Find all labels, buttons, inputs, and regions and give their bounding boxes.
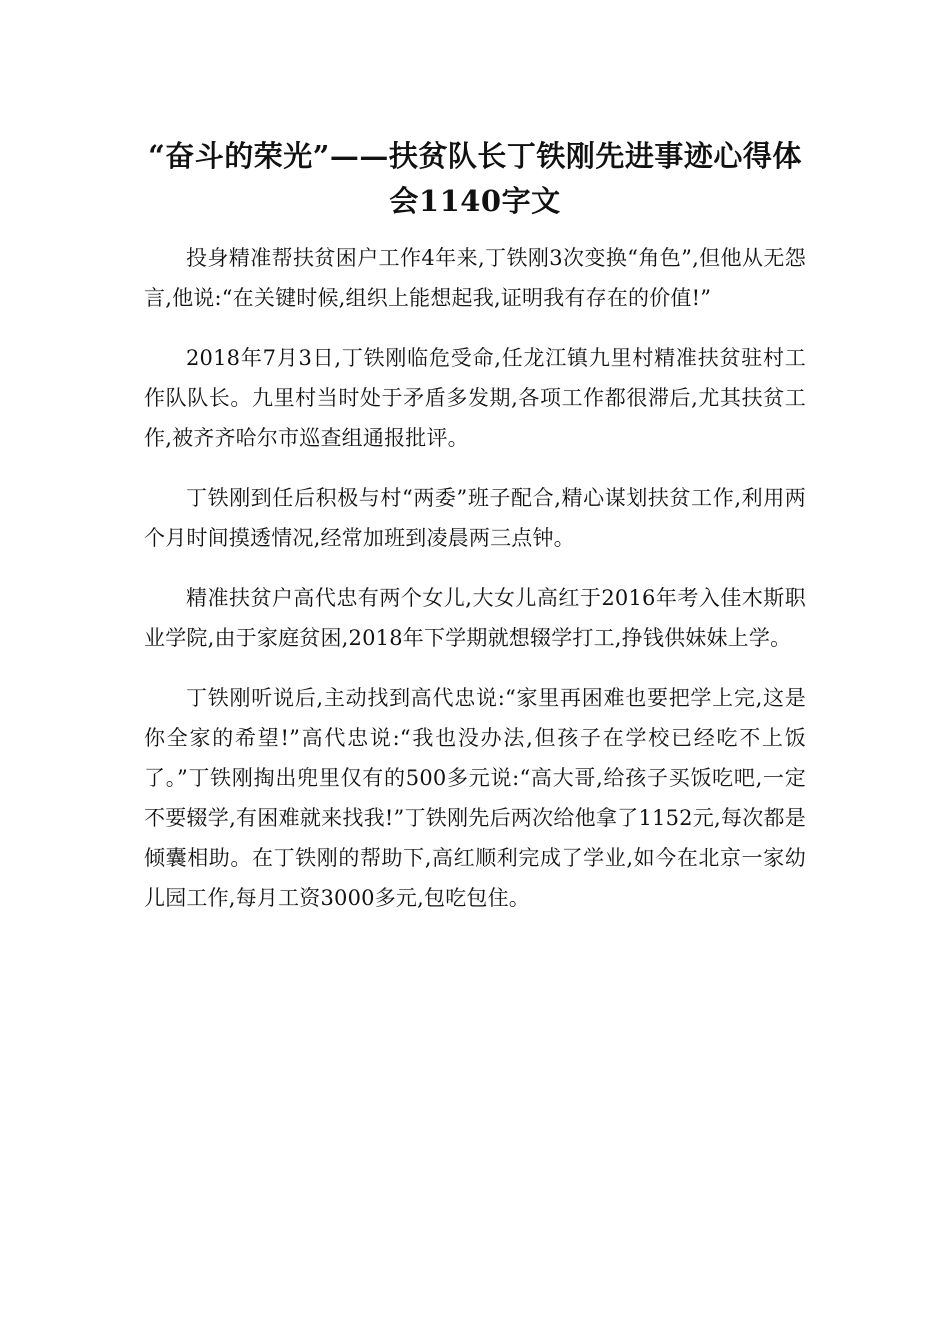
paragraph-2: 2018年7月3日,丁铁刚临危受命,任龙江镇九里村精准扶贫驻村工作队队长。九里村当时处于矛盾多发期,各项工作都很滞后,尤其扶贫工作,被齐齐哈尔市巡查组通报批评。 [144,346,806,450]
document-title [144,134,806,224]
paragraph-5: 丁铁刚听说后,主动找到高代忠说:“家里再困难也要把学上完,这是你全家的希望!”高代忠说:“我也没办法,但孩子在学校已经吃不上饭了。”丁铁刚掏出兜里仅有的500多元说:“高大哥,给孩子买饭吃吧,一定不要辍学,有困难就来找我!”丁铁刚先后两次给他拿了1152元,每次都是倾囊相助。在丁铁刚的帮助下,高红顺利完成了学业,如今在北京一家幼儿园工作,每月工资3000多元,包吃包住。 [144,686,806,910]
title-line-1: “奋斗的荣光”——扶贫队长丁铁刚先进事迹心得体 [148,139,802,173]
paragraph-3: 丁铁刚到任后积极与村“两委”班子配合,精心谋划扶贫工作,利用两个月时间摸透情况,经常加班到凌晨两三点钟。 [144,486,806,550]
paragraph-4: 精准扶贫户高代忠有两个女儿,大女儿高红于2016年考入佳木斯职业学院,由于家庭贫困,2018年下学期就想辍学打工,挣钱供妹妹上学。 [144,586,806,650]
title-line-2: 会1140字文 [389,184,561,218]
document-content [144,134,806,938]
paragraph-1: 投身精准帮扶贫困户工作4年来,丁铁刚3次变换“角色”,但他从无怨言,他说:“在关键时候,组织上能想起我,证明我有存在的价值!” [144,246,806,310]
document-body [144,238,806,918]
